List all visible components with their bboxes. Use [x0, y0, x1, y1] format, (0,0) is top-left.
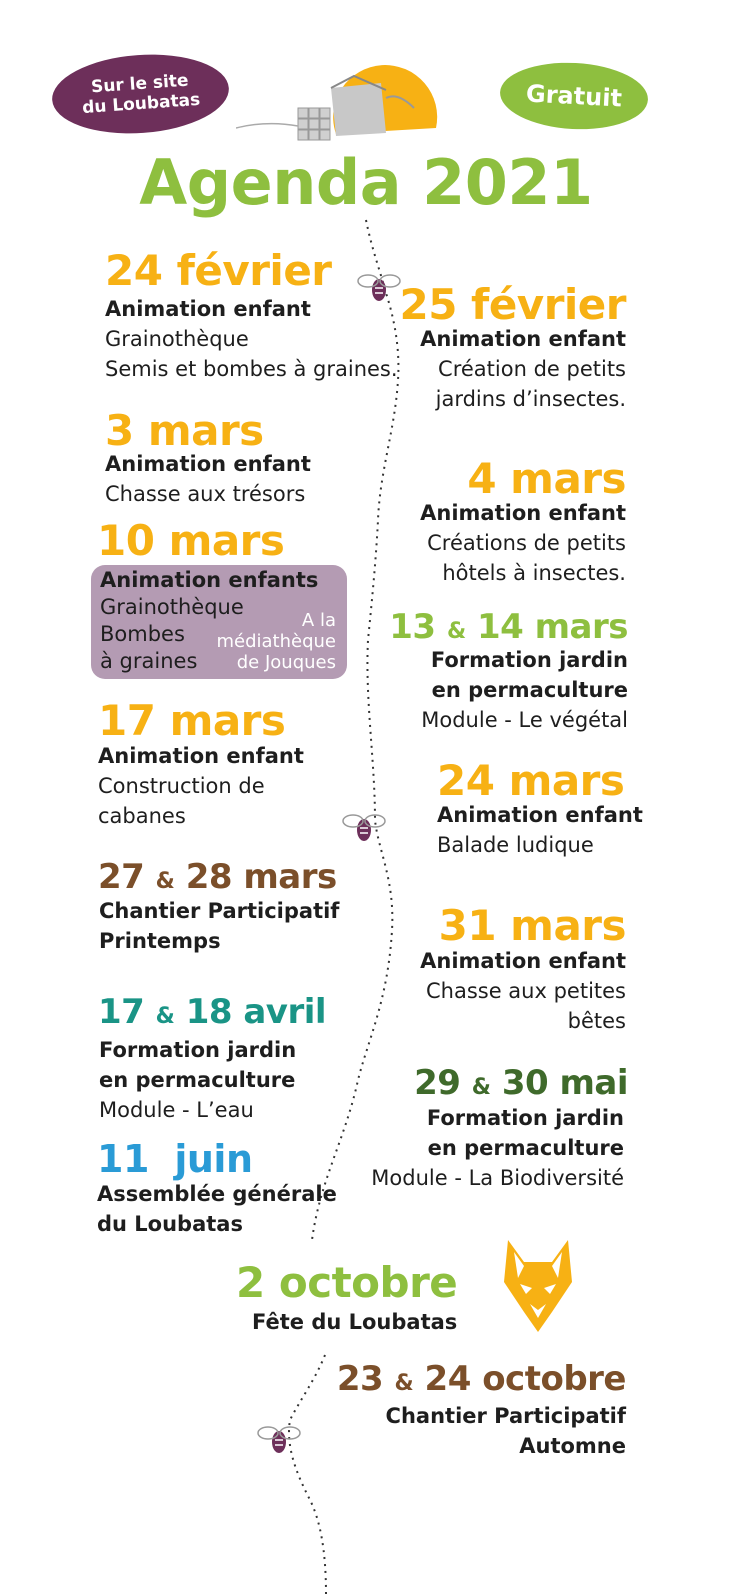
event-details: [99, 1035, 296, 1125]
event-title: Animation enfant: [420, 501, 626, 525]
event-date-amp: &: [155, 1004, 175, 1029]
event-date: 11 juin: [97, 1137, 253, 1181]
event-date: [414, 1063, 628, 1103]
event-line: Bombes: [100, 622, 185, 646]
bee-icon: [341, 808, 387, 848]
event-title: Formation jardin: [430, 648, 628, 672]
event-date: 10 mars: [97, 516, 285, 565]
event-details: [420, 324, 626, 414]
event-details: [437, 800, 643, 860]
event-date: [389, 607, 628, 647]
event-title: Animation enfant: [105, 452, 311, 476]
sun-house-icon: [236, 38, 456, 148]
event-details: [420, 946, 626, 1036]
event-title: en permaculture: [431, 678, 628, 702]
event-title: Automne: [519, 1434, 626, 1458]
event-date: 24 mars: [437, 756, 625, 805]
event-date-end: 30 mai: [501, 1063, 628, 1103]
location-note-line: A la: [301, 610, 336, 631]
event-date-amp: &: [471, 1075, 491, 1100]
event-date-start: 13: [389, 607, 436, 647]
event-line: Grainothèque: [100, 595, 244, 619]
event-date: 24 février: [105, 246, 332, 295]
free-badge-label: Gratuit: [525, 79, 623, 113]
event-date-start: 17: [98, 992, 145, 1032]
event-title: Fête du Loubatas: [252, 1310, 458, 1334]
event-title: du Loubatas: [97, 1212, 243, 1236]
event-line: Créations de petits: [427, 531, 626, 555]
event-details: [420, 498, 626, 588]
event-date: [98, 857, 337, 897]
event-line: Module - L’eau: [99, 1098, 254, 1122]
event-line: hôtels à insectes.: [442, 561, 626, 585]
event-date: 4 mars: [467, 454, 626, 503]
event-date-start: 27: [98, 857, 145, 897]
event-details: [105, 294, 398, 384]
event-title: Animation enfant: [420, 327, 626, 351]
event-line: bêtes: [567, 1009, 626, 1033]
event-line: Grainothèque: [105, 327, 249, 351]
event-date-end: 24 octobre: [424, 1359, 626, 1399]
event-date: 31 mars: [438, 901, 626, 950]
event-title: en permaculture: [427, 1136, 624, 1160]
event-title: Chantier Participatif: [385, 1404, 626, 1428]
event-title: Animation enfants: [100, 568, 319, 592]
event-date-start: 23: [336, 1359, 384, 1399]
event-title: Assemblée générale: [97, 1182, 337, 1206]
location-note-line: médiathèque: [216, 631, 336, 652]
event-line: Balade ludique: [437, 833, 594, 857]
event-date: [336, 1359, 626, 1399]
event-line: Chasse aux trésors: [105, 482, 306, 506]
event-details: [371, 1103, 624, 1193]
event-date-end: 28 mars: [185, 857, 337, 897]
event-details: [421, 645, 628, 735]
fox-head-icon: [500, 1238, 576, 1334]
event-details: [386, 1401, 626, 1461]
event-line: cabanes: [98, 804, 186, 828]
event-date: [98, 992, 327, 1032]
event-line: Semis et bombes à graines.: [105, 357, 398, 381]
event-title: Animation enfant: [437, 803, 643, 827]
event-date: 2 octobre: [236, 1258, 458, 1307]
event-date: 3 mars: [105, 406, 264, 455]
event-title: Formation jardin: [426, 1106, 624, 1130]
event-details: [105, 449, 311, 509]
event-title: Animation enfant: [420, 949, 626, 973]
page-title: Agenda 2021: [139, 146, 593, 219]
event-line: Création de petits: [438, 357, 626, 381]
event-title: Chantier Participatif: [99, 899, 340, 923]
event-title: Printemps: [99, 929, 221, 953]
location-note-line: de Jouques: [236, 652, 336, 673]
event-location-note: [216, 610, 336, 673]
event-date-amp: &: [394, 1371, 414, 1396]
event-line: Module - Le végétal: [421, 708, 628, 732]
event-date: 17 mars: [98, 696, 286, 745]
event-date-end: 18 avril: [185, 992, 327, 1032]
event-line: Construction de: [98, 774, 265, 798]
event-details: [98, 741, 304, 831]
event-title: Animation enfant: [98, 744, 304, 768]
event-title: en permaculture: [99, 1068, 296, 1092]
bee-icon: [256, 1420, 302, 1460]
event-title: Animation enfant: [105, 297, 311, 321]
event-date-amp: &: [446, 619, 466, 644]
location-badge-line1: Sur le site: [90, 70, 190, 98]
event-line: à graines: [100, 649, 198, 673]
event-line: Module - La Biodiversité: [371, 1166, 624, 1190]
event-date-start: 29: [414, 1063, 461, 1103]
event-line: jardins d’insectes.: [435, 387, 626, 411]
event-date-end: 14 mars: [476, 607, 628, 647]
event-details: [97, 1179, 337, 1239]
event-title: Formation jardin: [99, 1038, 297, 1062]
event-date: 25 février: [399, 280, 626, 329]
event-details: [99, 896, 339, 956]
event-line: Chasse aux petites: [425, 979, 626, 1003]
location-badge-line2: du Loubatas: [81, 89, 201, 119]
event-date-amp: &: [155, 869, 175, 894]
